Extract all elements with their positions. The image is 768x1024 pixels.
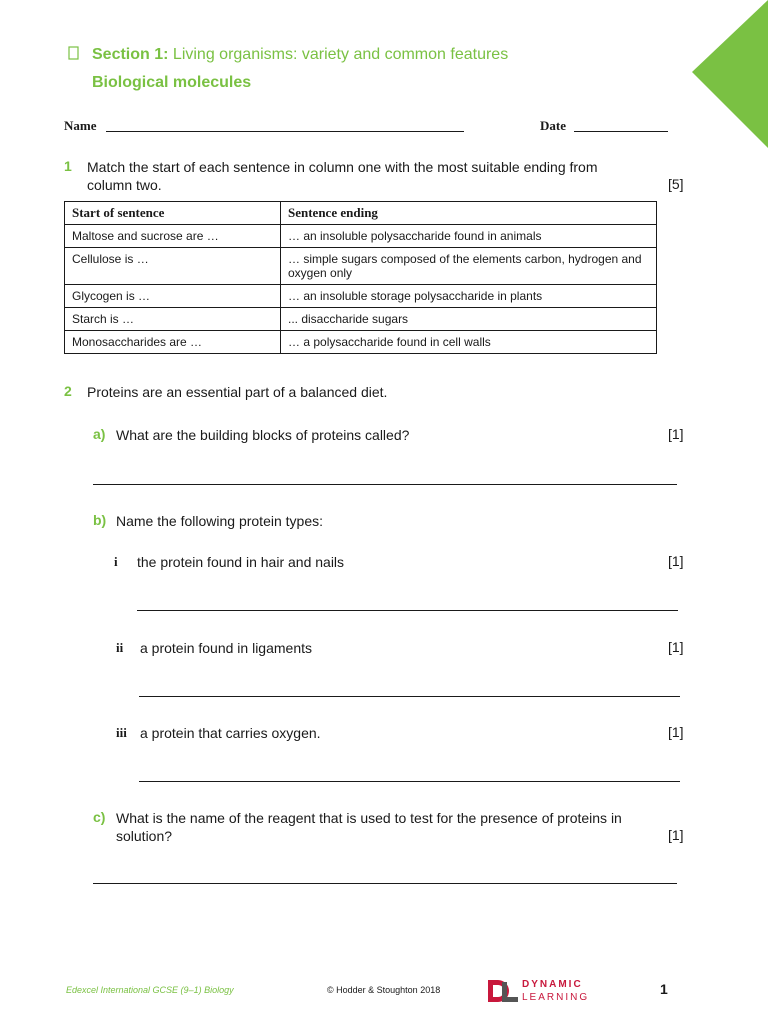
footer-copyright: © Hodder & Stoughton 2018 — [327, 985, 441, 995]
answer-line-2c[interactable] — [93, 883, 677, 884]
section-label: Section 1: — [92, 46, 169, 63]
table-cell: Cellulose is … — [65, 248, 281, 285]
table-cell: … an insoluble polysaccharide found in animals — [281, 225, 657, 248]
question-1-marks: [5] — [668, 176, 684, 192]
page-number: 1 — [660, 981, 668, 997]
question-2b-ii-text: a protein found in ligaments — [140, 640, 312, 656]
answer-line-2b-i[interactable] — [137, 610, 678, 611]
table-cell: … a polysaccharide found in cell walls — [281, 331, 657, 354]
question-1-number: 1 — [64, 158, 72, 174]
corner-triangle-decoration — [686, 0, 768, 150]
question-2c-text-line2: solution? — [116, 828, 173, 844]
name-label: Name — [64, 118, 97, 133]
answer-line-2b-iii[interactable] — [139, 781, 680, 782]
table-cell: … simple sugars composed of the elements carbon, hydrogen and oxygen only — [281, 248, 657, 285]
question-1-text-line1: Match the start of each sentence in column one with the most suitable ending from — [87, 159, 598, 175]
question-2a-label: a) — [93, 426, 106, 442]
table-cell: … an insoluble storage polysaccharide in plants — [281, 285, 657, 308]
dynamic-learning-logo-icon — [486, 978, 520, 1009]
table-cell: Maltose and sucrose are … — [65, 225, 281, 248]
logo-text-dynamic: DYNAMIC — [522, 979, 583, 990]
date-field-line[interactable] — [574, 131, 668, 132]
question-2a-text: What are the building blocks of proteins called? — [116, 427, 410, 443]
date-label: Date — [540, 118, 566, 133]
section-heading — [92, 46, 508, 64]
table-row — [65, 225, 657, 248]
question-2b-iii-marks: [1] — [668, 724, 684, 740]
question-2-text: Proteins are an essential part of a balanced diet. — [87, 384, 388, 400]
question-2b-iii-label: iii — [116, 725, 127, 740]
table-header-row — [65, 202, 657, 225]
answer-line-2b-ii[interactable] — [139, 696, 680, 697]
question-2b-text: Name the following protein types: — [116, 513, 323, 529]
table-cell: Monosaccharides are … — [65, 331, 281, 354]
section-title: Living organisms: variety and common features — [172, 46, 509, 63]
question-2b-ii-marks: [1] — [668, 639, 684, 655]
logo-text-learning: LEARNING — [522, 992, 590, 1003]
question-2c-label: c) — [93, 809, 106, 825]
question-2c-text-line1: What is the name of the reagent that is used to test for the presence of proteins in — [116, 810, 622, 826]
table-row — [65, 331, 657, 354]
question-1-text-line2: column two. — [87, 177, 162, 193]
table-header-ending: Sentence ending — [281, 202, 657, 225]
table-row — [65, 248, 657, 285]
page-subtitle: Biological molecules — [92, 74, 252, 91]
answer-line-2a[interactable] — [93, 484, 677, 485]
question-2b-iii-text: a protein that carries oxygen. — [140, 725, 321, 741]
checkbox-icon — [68, 46, 80, 64]
table-row — [65, 285, 657, 308]
table-row — [65, 308, 657, 331]
question-2-number: 2 — [64, 383, 72, 399]
table-cell: Glycogen is … — [65, 285, 281, 308]
question-2b-label: b) — [93, 512, 107, 528]
question-2c-marks: [1] — [668, 827, 684, 843]
matching-table — [64, 201, 657, 354]
name-field-line[interactable] — [106, 131, 464, 132]
question-2a-marks: [1] — [668, 426, 684, 442]
question-2b-ii-label: ii — [116, 640, 124, 655]
table-header-start: Start of sentence — [65, 202, 281, 225]
question-2b-i-marks: [1] — [668, 553, 684, 569]
question-2b-i-text: the protein found in hair and nails — [137, 554, 345, 570]
question-2b-i-label: i — [114, 554, 118, 569]
table-cell: Starch is … — [65, 308, 281, 331]
footer-course: Edexcel International GCSE (9–1) Biology — [66, 985, 234, 995]
table-cell: ... disaccharide sugars — [281, 308, 657, 331]
